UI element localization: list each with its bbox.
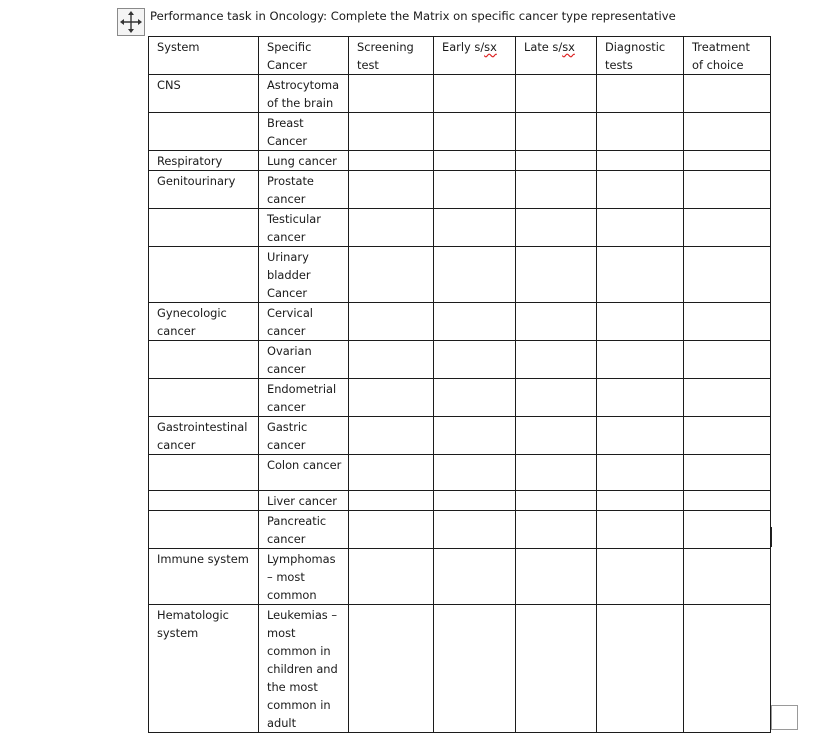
cancer-cell[interactable]: Urinary bladder Cancer (259, 247, 349, 303)
system-cell[interactable] (149, 379, 259, 417)
diagnostic-cell[interactable] (597, 341, 684, 379)
screening-cell[interactable] (349, 417, 434, 455)
treatment-cell[interactable] (684, 417, 771, 455)
early-signs-cell[interactable] (434, 549, 516, 605)
treatment-cell[interactable] (684, 455, 771, 491)
late-signs-cell[interactable] (516, 341, 597, 379)
treatment-cell[interactable] (684, 113, 771, 151)
header-screening-test[interactable]: Screening test (349, 37, 434, 75)
cancer-cell[interactable]: Liver cancer (259, 491, 349, 511)
diagnostic-cell[interactable] (597, 113, 684, 151)
late-signs-cell[interactable] (516, 491, 597, 511)
spellcheck-word-early: sx (484, 40, 497, 54)
treatment-cell[interactable] (684, 491, 771, 511)
diagnostic-cell[interactable] (597, 209, 684, 247)
early-signs-cell[interactable] (434, 605, 516, 733)
system-cell[interactable]: CNS (149, 75, 259, 113)
treatment-cell[interactable] (684, 549, 771, 605)
diagnostic-cell[interactable] (597, 303, 684, 341)
cancer-cell[interactable]: Testicular cancer (259, 209, 349, 247)
cancer-cell[interactable]: Prostate cancer (259, 171, 349, 209)
late-signs-cell[interactable] (516, 75, 597, 113)
system-cell[interactable] (149, 341, 259, 379)
cancer-cell[interactable]: Lung cancer (259, 151, 349, 171)
oncology-matrix-table (148, 36, 771, 733)
cancer-cell[interactable]: Leukemias – most common in children and the most common in adult (259, 605, 349, 733)
header-diagnostic-tests[interactable]: Diagnostic tests (597, 37, 684, 75)
early-signs-cell[interactable] (434, 75, 516, 113)
table-row (149, 247, 771, 303)
early-signs-cell[interactable] (434, 151, 516, 171)
late-signs-cell[interactable] (516, 247, 597, 303)
screening-cell[interactable] (349, 491, 434, 511)
table-row (149, 455, 771, 491)
late-signs-cell[interactable] (516, 171, 597, 209)
table-row (149, 605, 771, 733)
screening-cell[interactable] (349, 303, 434, 341)
header-late-prefix: Late s/ (524, 40, 563, 54)
table-resize-handle[interactable] (771, 705, 798, 730)
diagnostic-cell[interactable] (597, 549, 684, 605)
table-row (149, 303, 771, 341)
screening-cell[interactable] (349, 171, 434, 209)
treatment-cell[interactable] (684, 209, 771, 247)
table-row (149, 379, 771, 417)
diagnostic-cell[interactable] (597, 417, 684, 455)
late-signs-cell[interactable] (516, 605, 597, 733)
treatment-cell[interactable] (684, 247, 771, 303)
early-signs-cell[interactable] (434, 171, 516, 209)
late-signs-cell[interactable] (516, 113, 597, 151)
move-arrows-icon (118, 9, 144, 35)
early-signs-cell[interactable] (434, 303, 516, 341)
system-cell[interactable]: Hematologic system (149, 605, 259, 733)
table-row (149, 511, 771, 549)
treatment-cell[interactable] (684, 75, 771, 113)
system-cell[interactable] (149, 455, 259, 491)
treatment-cell[interactable] (684, 605, 771, 733)
system-cell[interactable] (149, 511, 259, 549)
diagnostic-cell[interactable] (597, 511, 684, 549)
early-signs-cell[interactable] (434, 455, 516, 491)
early-signs-cell[interactable] (434, 511, 516, 549)
screening-cell[interactable] (349, 549, 434, 605)
cancer-cell[interactable]: Colon cancer (259, 455, 349, 491)
table-row (149, 417, 771, 455)
early-signs-cell[interactable] (434, 379, 516, 417)
late-signs-cell[interactable] (516, 549, 597, 605)
diagnostic-cell[interactable] (597, 247, 684, 303)
cancer-cell[interactable]: Cervical cancer (259, 303, 349, 341)
header-system[interactable]: System (149, 37, 259, 75)
late-signs-cell[interactable] (516, 379, 597, 417)
screening-cell[interactable] (349, 455, 434, 491)
screening-cell[interactable] (349, 605, 434, 733)
treatment-cell[interactable] (684, 379, 771, 417)
cancer-cell[interactable]: Breast Cancer (259, 113, 349, 151)
diagnostic-cell[interactable] (597, 379, 684, 417)
cancer-cell[interactable]: Astrocytoma of the brain (259, 75, 349, 113)
screening-cell[interactable] (349, 75, 434, 113)
early-signs-cell[interactable] (434, 113, 516, 151)
treatment-cell[interactable] (684, 171, 771, 209)
table-row (149, 341, 771, 379)
cancer-cell[interactable]: Pancreatic cancer (259, 511, 349, 549)
treatment-cell[interactable] (684, 151, 771, 171)
diagnostic-cell[interactable] (597, 491, 684, 511)
system-cell[interactable]: Respiratory (149, 151, 259, 171)
screening-cell[interactable] (349, 511, 434, 549)
system-cell[interactable]: Gynecologic cancer (149, 303, 259, 341)
header-early-signs[interactable] (434, 37, 516, 75)
screening-cell[interactable] (349, 151, 434, 171)
early-signs-cell[interactable] (434, 209, 516, 247)
system-cell[interactable]: Genitourinary (149, 171, 259, 209)
late-signs-cell[interactable] (516, 455, 597, 491)
screening-cell[interactable] (349, 379, 434, 417)
spellcheck-word-late: sx (562, 40, 575, 54)
late-signs-cell[interactable] (516, 511, 597, 549)
table-row (149, 113, 771, 151)
table-row (149, 491, 771, 511)
system-cell[interactable] (149, 247, 259, 303)
treatment-cell[interactable] (684, 303, 771, 341)
header-specific-cancer[interactable]: Specific Cancer (259, 37, 349, 75)
cancer-cell[interactable]: Ovarian cancer (259, 341, 349, 379)
early-signs-cell[interactable] (434, 417, 516, 455)
diagnostic-cell[interactable] (597, 605, 684, 733)
screening-cell[interactable] (349, 341, 434, 379)
treatment-cell[interactable] (684, 341, 771, 379)
late-signs-cell[interactable] (516, 151, 597, 171)
diagnostic-cell[interactable] (597, 151, 684, 171)
cancer-cell[interactable]: Endometrial cancer (259, 379, 349, 417)
diagnostic-cell[interactable] (597, 455, 684, 491)
system-cell[interactable]: Immune system (149, 549, 259, 605)
header-late-signs[interactable] (516, 37, 597, 75)
system-cell[interactable] (149, 491, 259, 511)
table-header-row (149, 37, 771, 75)
diagnostic-cell[interactable] (597, 171, 684, 209)
late-signs-cell[interactable] (516, 209, 597, 247)
late-signs-cell[interactable] (516, 303, 597, 341)
system-cell[interactable] (149, 209, 259, 247)
table-row (149, 549, 771, 605)
table-row (149, 151, 771, 171)
header-treatment-of-choice[interactable]: Treatment of choice (684, 37, 771, 75)
table-row (149, 171, 771, 209)
screening-cell[interactable] (349, 209, 434, 247)
table-move-handle[interactable] (117, 8, 145, 36)
cancer-cell[interactable]: Gastric cancer (259, 417, 349, 455)
header-early-prefix: Early s/ (442, 40, 485, 54)
treatment-cell[interactable] (684, 511, 771, 549)
system-cell[interactable]: Gastrointestinal cancer (149, 417, 259, 455)
cancer-cell[interactable]: Lymphomas – most common (259, 549, 349, 605)
table-row (149, 209, 771, 247)
early-signs-cell[interactable] (434, 491, 516, 511)
screening-cell[interactable] (349, 247, 434, 303)
table-row (149, 75, 771, 113)
screening-cell[interactable] (349, 113, 434, 151)
system-cell[interactable] (149, 113, 259, 151)
late-signs-cell[interactable] (516, 417, 597, 455)
document-title: Performance task in Oncology: Complete the Matrix on specific cancer type representative (150, 9, 676, 23)
early-signs-cell[interactable] (434, 341, 516, 379)
early-signs-cell[interactable] (434, 247, 516, 303)
text-cursor (771, 527, 772, 547)
diagnostic-cell[interactable] (597, 75, 684, 113)
